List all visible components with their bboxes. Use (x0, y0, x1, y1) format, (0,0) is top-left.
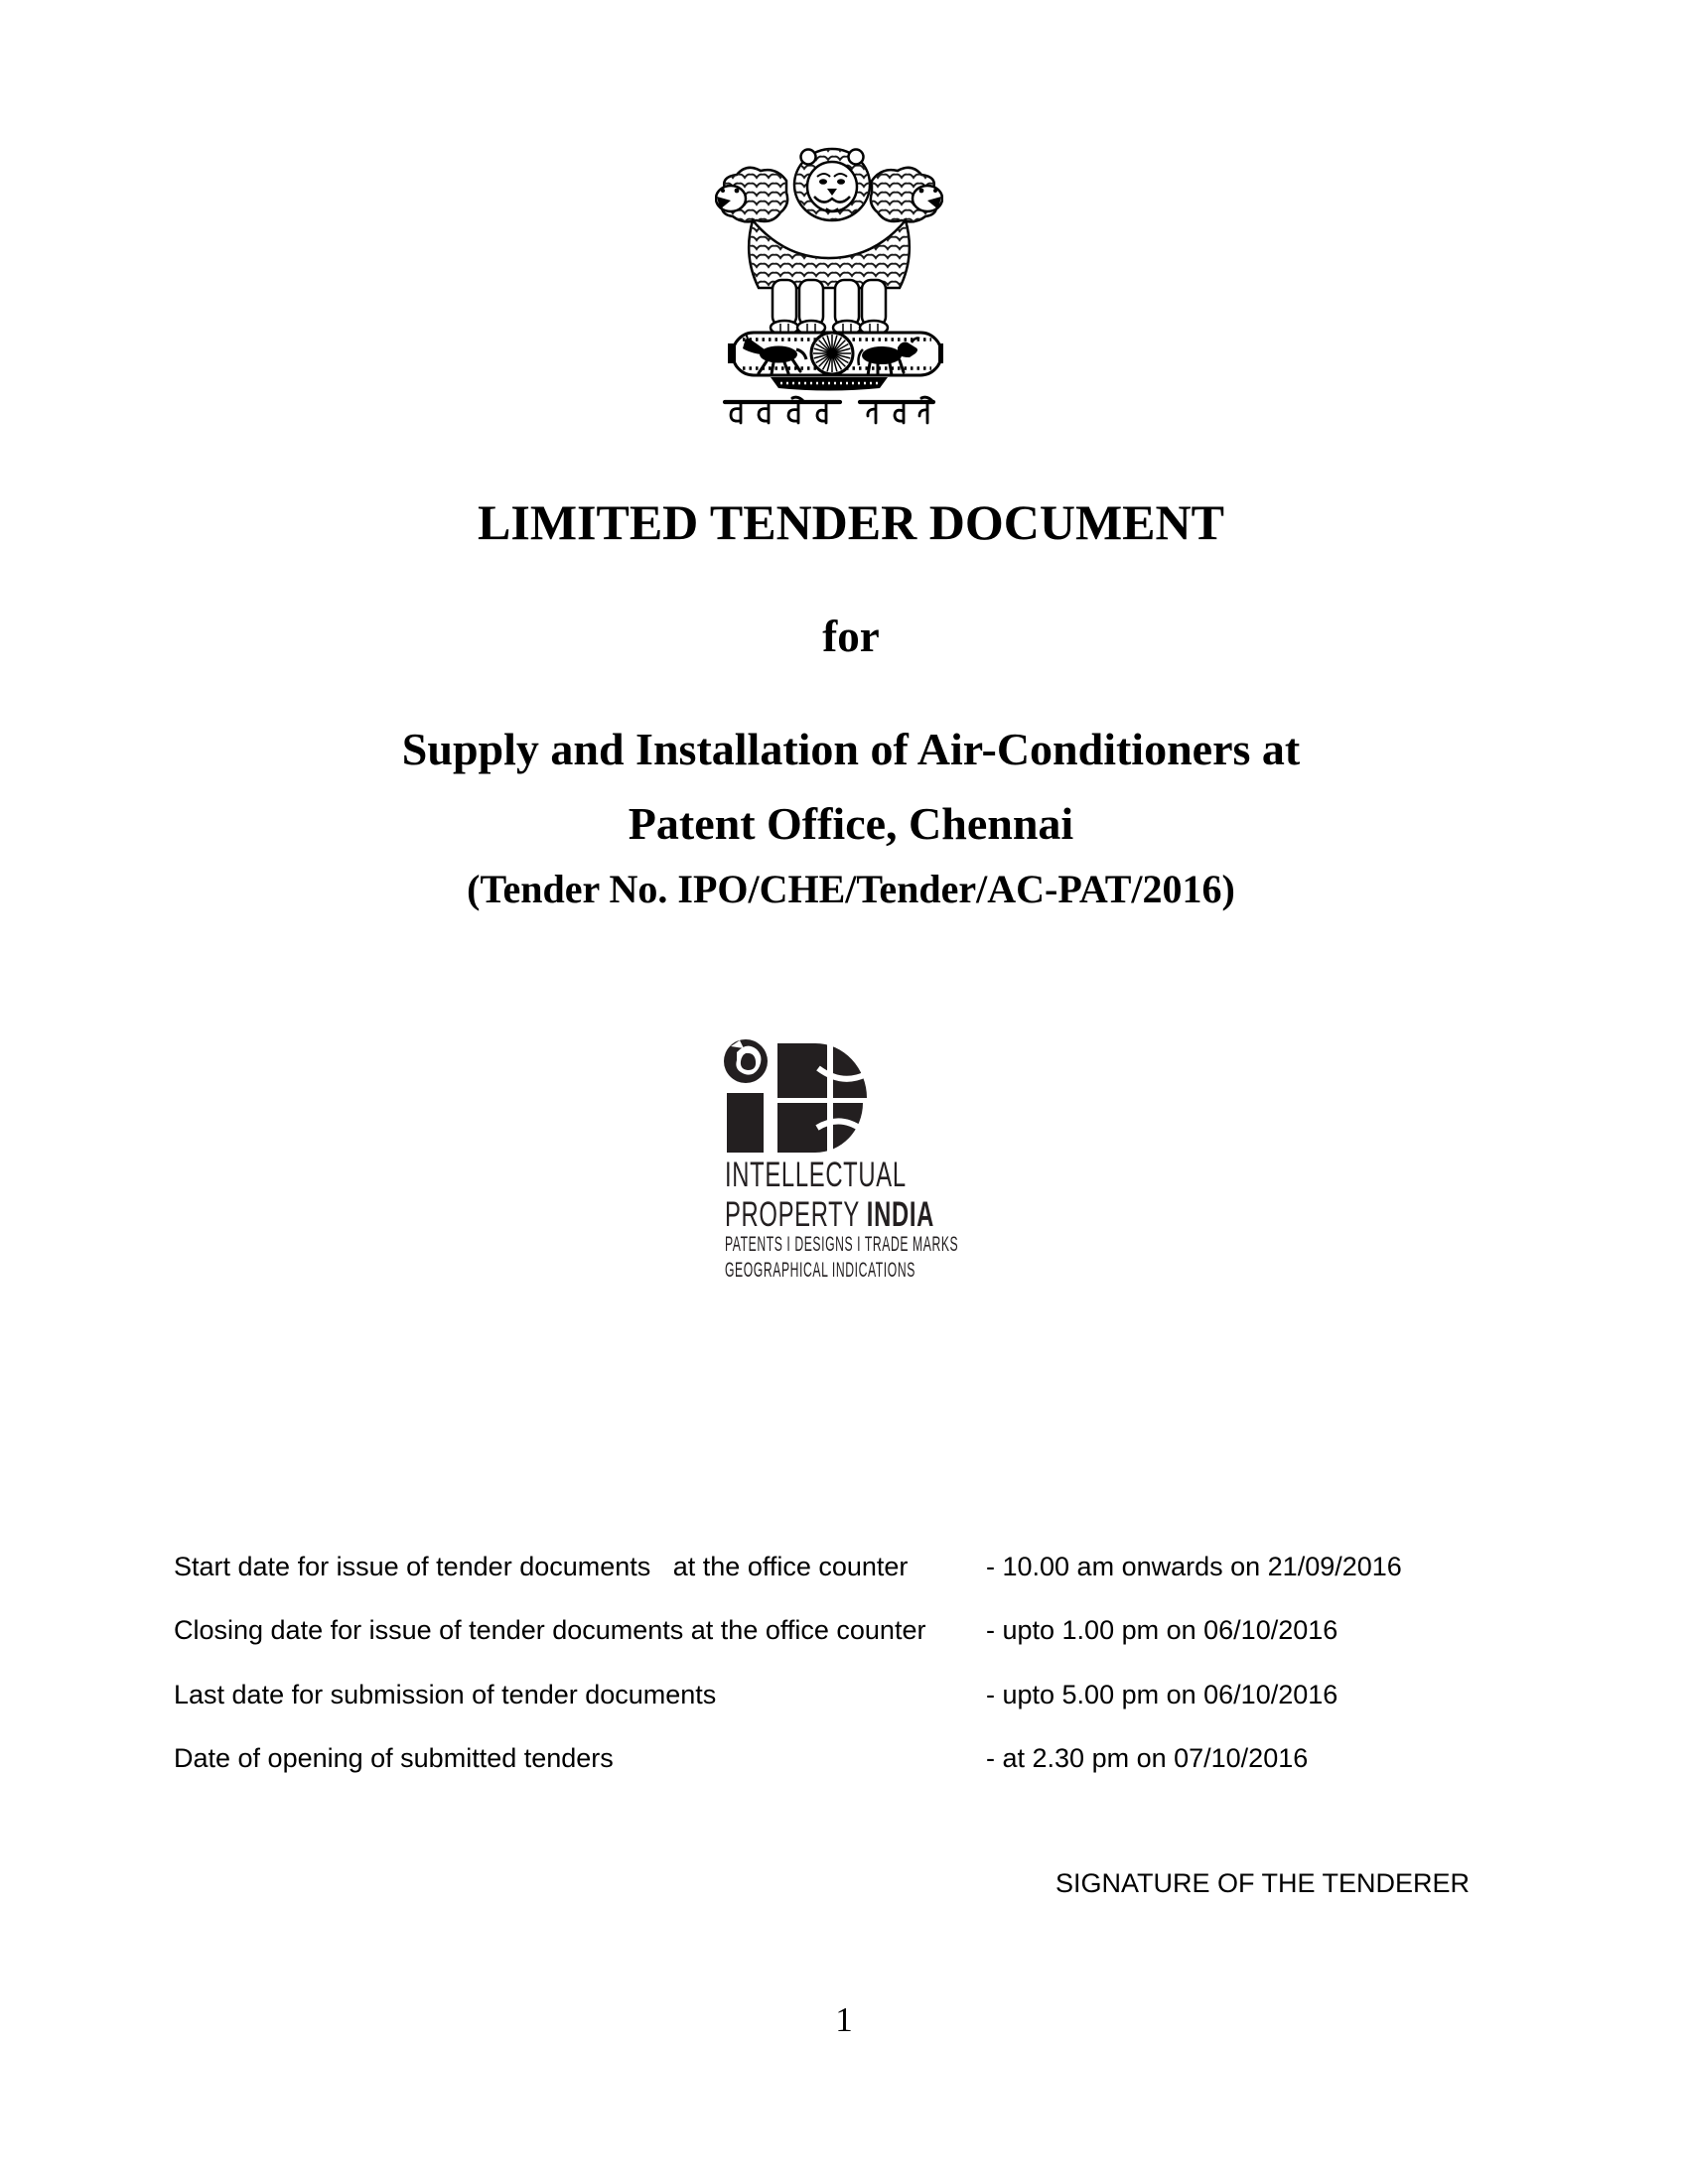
document-title: LIMITED TENDER DOCUMENT (478, 494, 1224, 550)
subject-line-2: Patent Office, Chennai (628, 798, 1074, 849)
schedule-label: Start date for issue of tender documents at the office counter (174, 1552, 909, 1581)
right-lion-head (871, 168, 942, 222)
schedule-row-submission-date (174, 1679, 1544, 1710)
subject-line-1: Supply and Installation of Air-Conditioners at (401, 724, 1301, 774)
page-number: 1 (835, 2000, 853, 2039)
schedule-row-start-date (174, 1551, 1544, 1582)
schedule-row-opening-date (174, 1742, 1544, 1774)
schedule-value: - at 2.30 pm on 07/10/2016 (986, 1743, 1309, 1773)
left-lion-head (716, 168, 787, 222)
schedule-label: Last date for submission of tender documents (174, 1680, 717, 1709)
ip-india-logo-icon (723, 1038, 867, 1156)
title-connector: for (822, 612, 880, 661)
schedule-value: - upto 5.00 pm on 06/10/2016 (986, 1680, 1338, 1709)
schedule-label: Closing date for issue of tender documents at the office counter (174, 1615, 926, 1645)
satyameva-jayate-motto (715, 395, 943, 429)
ip-india-logo (723, 1038, 1041, 1287)
abacus-frieze (728, 333, 943, 375)
logo-line-intellectual: INTELLECTUAL (725, 1156, 907, 1194)
schedule-value: - upto 1.00 pm on 06/10/2016 (986, 1615, 1338, 1645)
state-emblem-of-india-icon (715, 137, 943, 395)
lion-bodies (749, 220, 910, 288)
schedule-label: Date of opening of submitted tenders (174, 1743, 614, 1773)
logo-line-gi: GEOGRAPHICAL INDICATIONS (725, 1259, 915, 1282)
logo-line-property-india: PROPERTY INDIA (725, 1195, 934, 1234)
emblem-base (771, 377, 888, 391)
schedule-value: - 10.00 am onwards on 21/09/2016 (986, 1552, 1402, 1581)
dharma-chakra-icon (811, 333, 853, 374)
schedule-row-closing-date (174, 1614, 1544, 1646)
tender-number: (Tender No. IPO/CHE/Tender/AC-PAT/2016) (467, 867, 1235, 911)
center-lion-head (794, 149, 870, 220)
signature-line: SIGNATURE OF THE TENDERER (1055, 1868, 1471, 1898)
logo-line-services: PATENTS I DESIGNS I TRADE MARKS (725, 1233, 959, 1256)
